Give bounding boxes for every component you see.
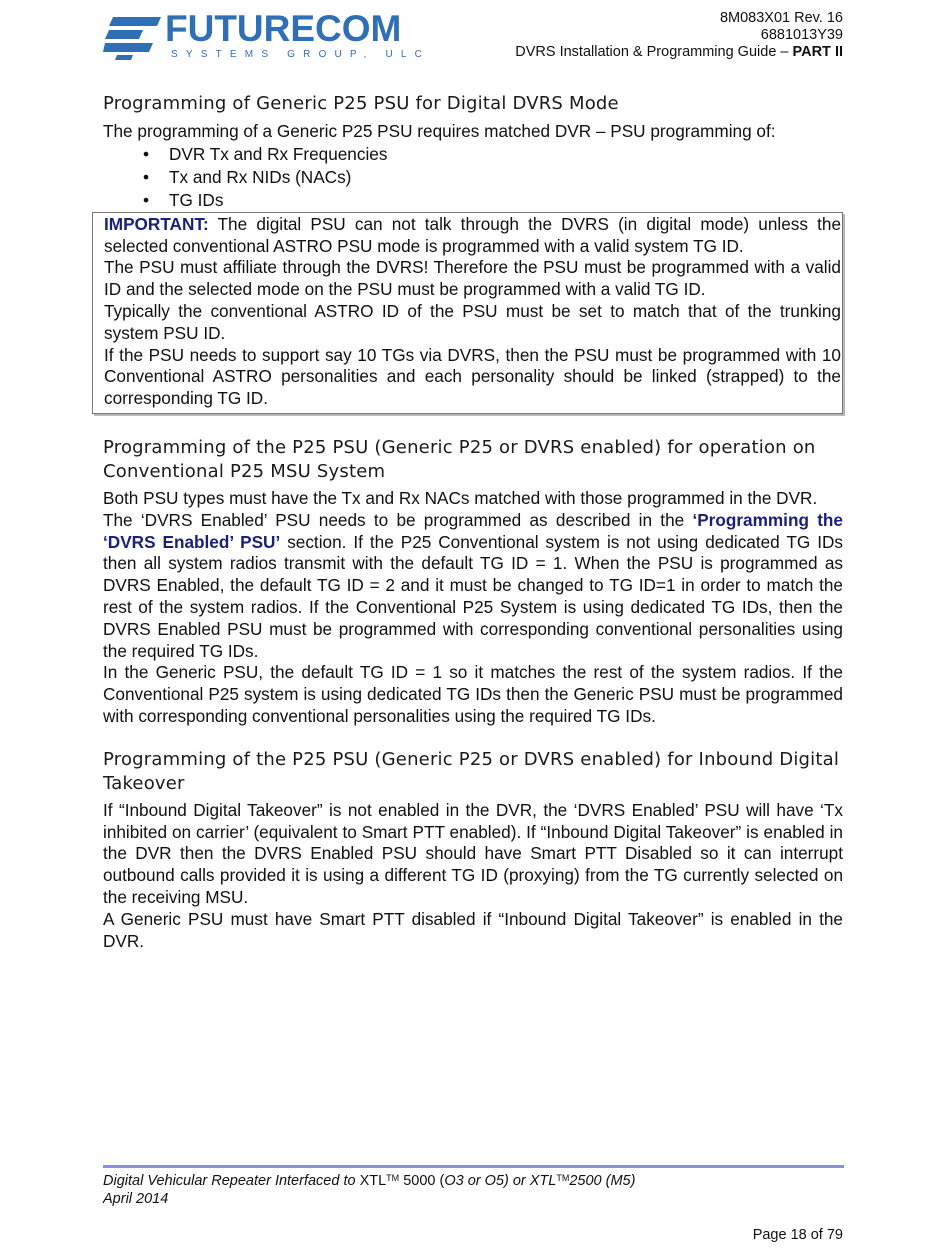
futurecom-logo-icon: [103, 13, 161, 61]
footer-title: Digital Vehicular Repeater Interfaced to XTL™ 5000 (O3 or O5) or XTL™2500 (M5): [103, 1173, 636, 1189]
footer-text: [103, 1172, 635, 1208]
doc-number: 8M083X01 Rev. 16: [719, 10, 843, 26]
section2-paragraph-2: The ‘DVRS Enabled’ PSU needs to be programmed as described in the ‘Programming the ‘DVRS Enabled’ PSU’ section. If the P25 Conventional system is not using dedicated TG IDs then all system radios transmit with the default TG ID = 1. When the PSU is programmed as DVRS Enabled, the default TG ID = 2 and it must be changed to TG ID=1 in order to match the rest of the system radios. If the Conventional P25 System is using dedicated TG IDs, then the DVRS Enabled PSU must be programmed with corresponding conventional personalities using the required TG IDs.: [103, 509, 843, 661]
logo-wordmark: FUTURECOM: [165, 8, 402, 49]
important-label: IMPORTANT:: [104, 213, 209, 234]
important-paragraph-2: The PSU must affiliate through the DVRS! Therefore the PSU must be programmed with a valid ID and the selected mode on the PSU must be programmed with a valid TG ID.: [104, 257, 841, 300]
important-paragraph-1: IMPORTANT: The digital PSU can not talk through the DVRS (in digital mode) unless the selected conventional ASTRO PSU mode is programmed with a valid system TG ID.: [104, 213, 841, 256]
page-number: Page 18 of 79: [752, 1227, 843, 1243]
guide-title: DVRS Installation & Programming Guide – PART II: [515, 44, 843, 60]
section3-paragraph-1: If “Inbound Digital Takeover” is not enabled in the DVR, the ‘DVRS Enabled’ PSU will have ‘Tx inhibited on carrier’ (equivalent to Smart PTT enabled). If “Inbound Digital Takeover” is enabled in the DVR then the DVRS Enabled PSU should have Smart PTT Disabled so it can interrupt outbound calls provided it is using a different TG ID (proxying) from the TG currently selected on the receiving MSU.: [103, 799, 843, 907]
footer-date: April 2014: [103, 1191, 169, 1207]
document-body: [103, 92, 843, 952]
list-item: • Tx and Rx NIDs (NACs): [143, 166, 843, 189]
section2-paragraph-3: In the Generic PSU, the default TG ID = 1 so it matches the rest of the system radios. If the Conventional P25 system is using dedicated TG IDs then the Generic PSU must be programmed with corresponding conventional personalities using the required TG IDs.: [103, 662, 843, 726]
requirements-list: [143, 143, 843, 212]
important-paragraph-4: If the PSU needs to support say 10 TGs via DVRS, then the PSU must be programmed with 10 Conventional ASTRO personalities and each personality should be linked (strapped) to the corresponding TG ID.: [104, 344, 841, 409]
important-note-box: [92, 212, 843, 414]
section-heading-conventional: Programming of the P25 PSU (Generic P25 or DVRS enabled) for operation on Conventional P25 MSU System: [103, 436, 816, 482]
section3-paragraph-2: A Generic PSU must have Smart PTT disabled if “Inbound Digital Takeover” is enabled in the DVR.: [103, 908, 843, 951]
important-paragraph-3: Typically the conventional ASTRO ID of the PSU must be set to match that of the trunking system PSU ID.: [104, 300, 841, 343]
footer-rule: [103, 1165, 844, 1168]
company-logo: [103, 8, 431, 63]
part-number: 6881013Y39: [760, 27, 843, 43]
section1-intro: The programming of a Generic P25 PSU requires matched DVR – PSU programming of:: [103, 121, 776, 141]
logo-subtitle: SYSTEMS GROUP, ULC: [171, 49, 431, 60]
guide-part: PART II: [792, 44, 843, 60]
document-header: [515, 10, 843, 61]
list-item: • TG IDs: [143, 189, 843, 212]
section2-paragraph-1: Both PSU types must have the Tx and Rx NACs matched with those programmed in the DVR.: [103, 487, 818, 508]
section-heading-generic-psu: Programming of Generic P25 PSU for Digital DVRS Mode: [103, 93, 619, 114]
section-heading-inbound-takeover: Programming of the P25 PSU (Generic P25 or DVRS enabled) for Inbound Digital Takeover: [103, 748, 840, 794]
list-item: • DVR Tx and Rx Frequencies: [143, 143, 843, 166]
programming-dvrs-enabled-psu-link[interactable]: ‘Programming the ‘DVRS Enabled’ PSU’: [103, 509, 843, 552]
